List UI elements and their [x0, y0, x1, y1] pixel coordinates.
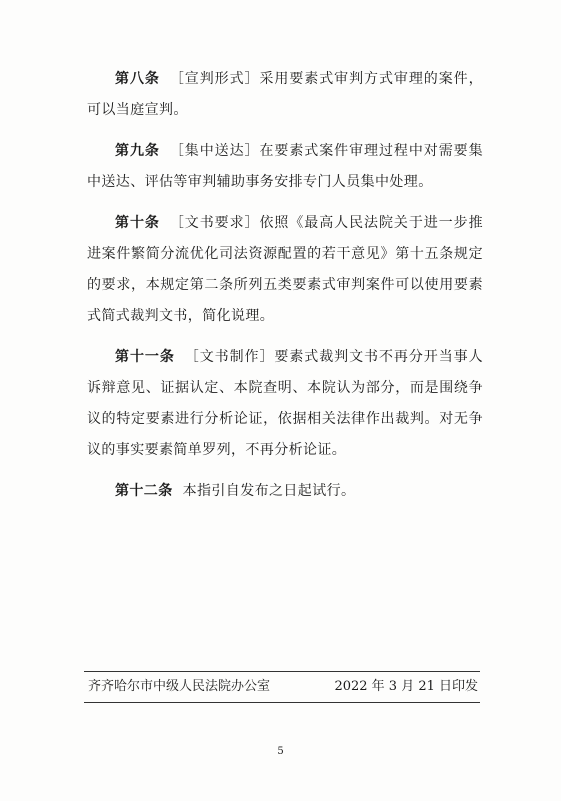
article-number: 第九条 [115, 143, 160, 159]
article-number: 第十一条 [115, 349, 175, 365]
article-text: 本指引自发布之日起试行。 [182, 483, 356, 499]
footer-top-rule [84, 671, 480, 672]
article-number: 第十二条 [115, 483, 173, 499]
page-number: 5 [277, 746, 284, 757]
issuer-name: 齐齐哈尔市中级人民法院办公室 [88, 679, 271, 694]
article-text: ［文书要求］依照《最高人民法院关于进一步推进案件繁简分流优化司法资源配置的若干意见》第十五条规定的要求，本规定第二条所列五类要素式审判案件可以使用要素式简式裁判文书，简化说理。 [87, 215, 484, 324]
article-text: ［宣判形式］采用要素式审判方式审理的案件，可以当庭宣判。 [87, 71, 484, 118]
article-9 [87, 136, 483, 198]
article-10 [87, 208, 483, 332]
article-12 [87, 476, 483, 507]
document-body [87, 64, 483, 517]
article-number: 第八条 [115, 71, 160, 87]
article-8 [87, 64, 483, 126]
article-number: 第十条 [115, 215, 160, 231]
article-11 [87, 342, 483, 466]
footer-bottom-rule [84, 702, 480, 703]
article-text: ［文书制作］要素式裁判文书不再分开当事人诉辩意见、证据认定、本院查明、本院认为部分，而是围绕争议的特定要素进行分析论证，依据相关法律作出裁判。对无争议的事实要素简单罗列，不再分析论证。 [87, 349, 484, 458]
article-text: ［集中送达］在要素式案件审理过程中对需要集中送达、评估等审判辅助事务安排专门人员集中处理。 [87, 143, 484, 190]
issue-date: 2022 年 3 月 21 日印发 [334, 679, 478, 694]
